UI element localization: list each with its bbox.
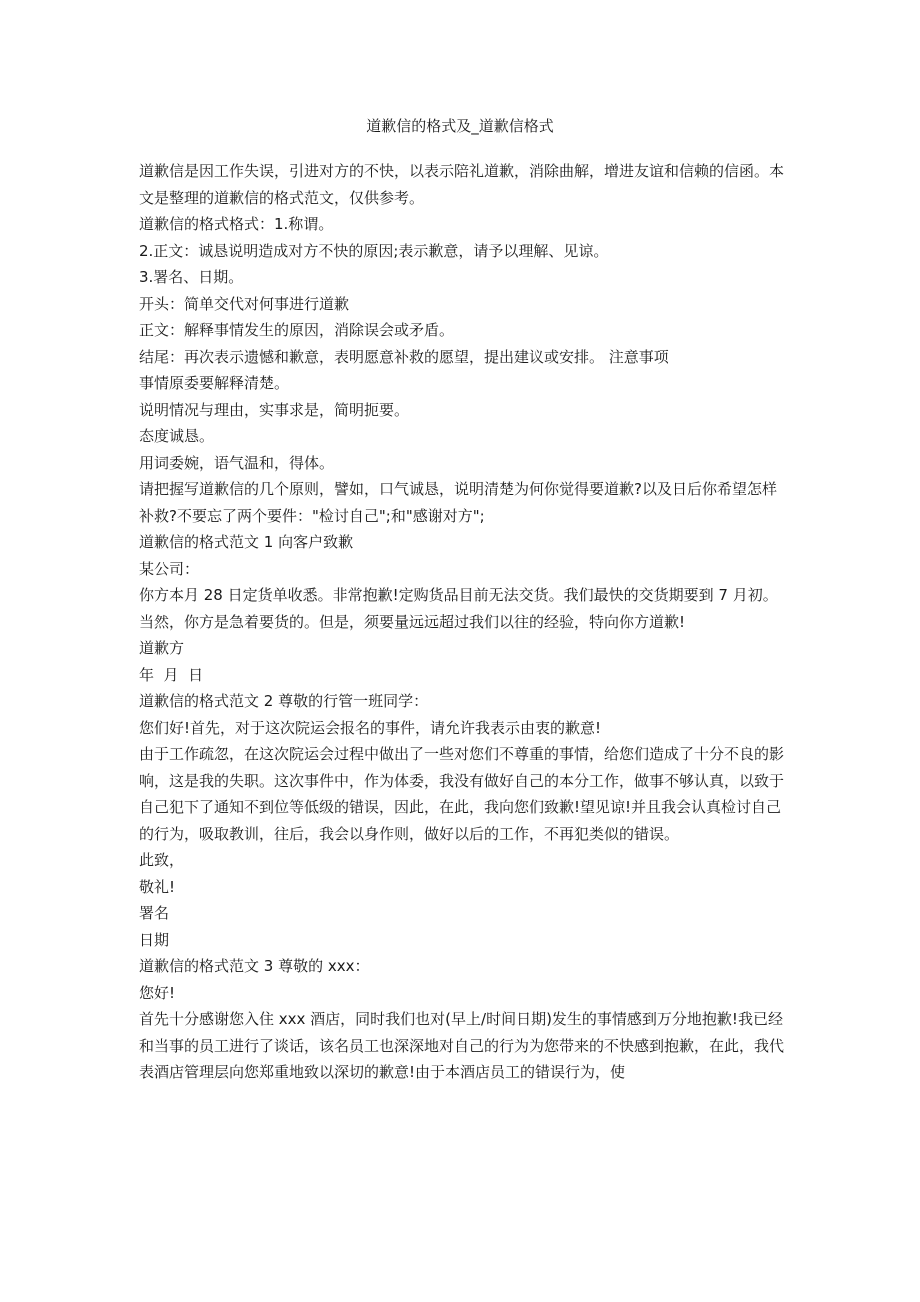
paragraph: 道歉信是因工作失误，引进对方的不快，以表示陪礼道歉，消除曲解，增进友谊和信赖的信函。本文是整理的道歉信的格式范文，仅供参考。 [139, 162, 785, 207]
paragraph: 首先十分感谢您入住 xxx 酒店，同时我们也对(早上/时间日期)发生的事情感到万分地抱歉!我已经和当事的员工进行了谈话，该名员工也深深地对自己的行为为您带来的不快感到抱歉，在此，我代表酒店管理层向您郑重地致以深切的歉意!由于本酒店员工的错误行为，使 [139, 1010, 785, 1081]
paragraph: 道歉信的格式范文 3 尊敬的 xxx： [139, 957, 370, 975]
paragraph: 您们好!首先，对于这次院运会报名的事件，请允许我表示由衷的歉意! [139, 718, 602, 737]
paragraph: 此致， [139, 851, 185, 869]
paragraph: 结尾：再次表示遗憾和歉意，表明愿意补救的愿望，提出建议或安排。 注意事项 [139, 347, 669, 366]
paragraph: 道歉方 [139, 639, 185, 657]
paragraph: 2.正文：诚恳说明造成对方不快的原因;表示歉意，请予以理解、见谅。 [139, 241, 609, 260]
paragraph: 署名 [139, 904, 170, 922]
document-body [139, 158, 789, 1086]
paragraph: 敬礼! [139, 877, 176, 896]
paragraph: 道歉信的格式范文 1 向客户致歉 [139, 533, 354, 551]
paragraph: 态度诚恳。 [139, 427, 215, 445]
paragraph: 日期 [139, 930, 170, 949]
document-title: 道歉信的格式及_道歉信格式 [366, 117, 554, 135]
paragraph: 事情原委要解释清楚。 [139, 374, 290, 392]
paragraph: 年 月 日 [139, 665, 204, 684]
paragraph: 请把握写道歉信的几个原则，譬如，口气诚恳，说明清楚为何你觉得要道歉?以及日后你希望怎样补救?不要忘了两个要件："检讨自己";和"感谢对方"; [139, 480, 777, 525]
paragraph: 用词委婉，语气温和，得体。 [139, 453, 335, 472]
paragraph: 当然，你方是急着要货的。但是，须要量远远超过我们以往的经验，特向你方道歉! [139, 612, 686, 631]
paragraph: 道歉信的格式范文 2 尊敬的行管一班同学： [139, 692, 429, 710]
paragraph: 正文：解释事情发生的原因，消除误会或矛盾。 [139, 321, 455, 339]
paragraph: 说明情况与理由，实事求是，简明扼要。 [139, 400, 410, 419]
paragraph: 您好! [139, 983, 176, 1002]
paragraph: 道歉信的格式格式：1.称谓。 [139, 215, 334, 233]
paragraph: 你方本月 28 日定货单收悉。非常抱歉!定购货品目前无法交货。我们最快的交货期要到 7 月初。 [139, 586, 778, 604]
paragraph: 3.署名、日期。 [139, 268, 244, 286]
paragraph: 由于工作疏忽，在这次院运会过程中做出了一些对您们不尊重的事情，给您们造成了十分不良的影响，这是我的失职。这次事件中，作为体委，我没有做好自己的本分工作，做事不够认真，以致于自己犯下了通知不到位等低级的错误，因此，在此，我向您们致歉!望见谅!并且我会认真检讨自己的行为，吸取教训，往后，我会以身作则，做好以后的工作，不再犯类似的错误。 [139, 745, 785, 843]
paragraph: 开头：简单交代对何事进行道歉 [139, 294, 350, 313]
paragraph: 某公司： [139, 559, 200, 578]
